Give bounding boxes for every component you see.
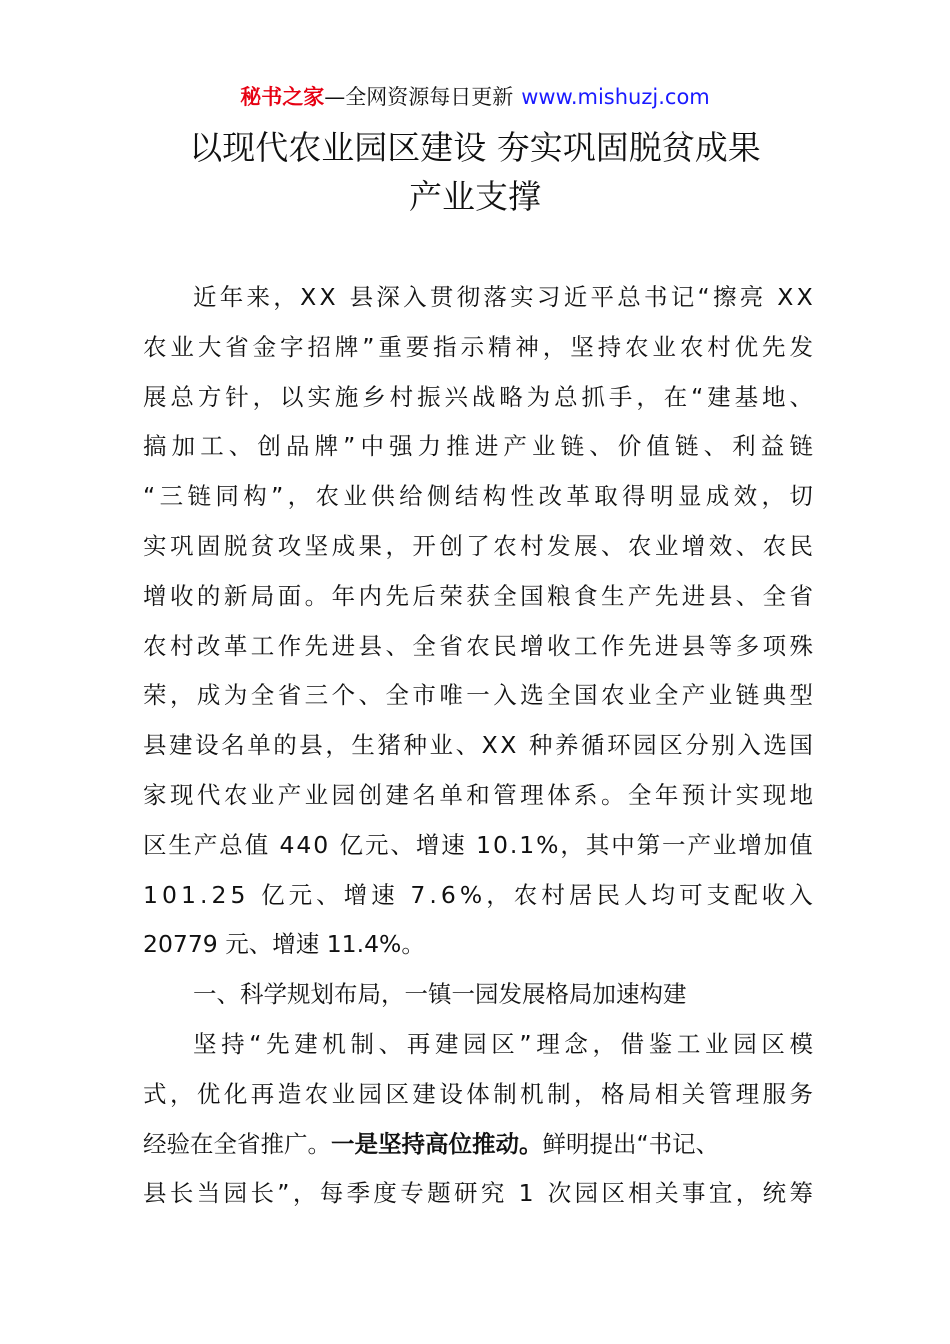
bold-point-1: 一是坚持高位推动。 xyxy=(331,1129,543,1158)
paragraph-2-line-1: 坚 持 “ 先 建 机 制 、 再 建 园 区 ” 理 念 ， 借 鉴 工 业 园 区 模 xyxy=(193,1030,813,1058)
paragraph-1-line-2: 农 业 大 省 金 字 招 牌 ” 重 要 指 示 精 神 ， 坚 持 农 业 农 村 优 先 发 xyxy=(143,332,813,361)
paragraph-1-line-4: 搞 加 工 、 创 品 牌 ” 中 强 力 推 进 产 业 链 、 价 值 链 、 利 益 链 xyxy=(143,432,813,461)
paragraph-1-line-8: 农 村 改 革 工 作 先 进 县 、 全 省 农 民 增 收 工 作 先 进 县 等 多 项 殊 xyxy=(143,631,813,660)
site-header xyxy=(0,82,950,112)
paragraph-1-line-12: 区 生 产 总 值 4 4 0 亿 元 、 增 速 1 0 . 1 % ， 其 中 第 一 产 业 增 加 值 xyxy=(143,830,813,859)
paragraph-1-line-9: 荣 ， 成 为 全 省 三 个 、 全 市 唯 一 入 选 全 国 农 业 全 产 业 链 典 型 xyxy=(143,681,813,710)
paragraph-1-line-1: 近 年 来 ， X X 县 深 入 贯 彻 落 实 习 近 平 总 书 记 “ 擦 亮 X X xyxy=(193,283,813,311)
paragraph-2-line-3 xyxy=(143,1124,813,1164)
paragraph-1-line-6: 实 巩 固 脱 贫 攻 坚 成 果 ， 开 创 了 农 村 发 展 、 农 业 增 效 、 农 民 xyxy=(143,532,813,560)
paragraph-1-line-11: 家 现 代 农 业 产 业 园 创 建 名 单 和 管 理 体 系 。 全 年 预 计 实 现 地 xyxy=(143,781,813,809)
document-title-line-2: 产业支撑 xyxy=(409,177,541,216)
paragraph-1-line-14: 20779 元、增速 11.4%。 xyxy=(143,930,425,959)
paragraph-2-line-3-text-a: 经验在全省推广。 xyxy=(143,1129,331,1158)
paragraph-2-line-2: 式 ， 优 化 再 造 农 业 园 区 建 设 体 制 机 制 ， 格 局 相 关 管 理 服 务 xyxy=(143,1079,813,1108)
paragraph-1-line-3: 展 总 方 针 ， 以 实 施 乡 村 振 兴 战 略 为 总 抓 手 ， 在 “ 建 基 地 、 xyxy=(143,382,813,411)
site-brand: 秘书之家 xyxy=(240,85,325,109)
paragraph-1-line-13: 1 0 1 . 2 5 亿 元 、 增 速 7 . 6 % ， 农 村 居 民 人 均 可 支 配 收 入 xyxy=(143,880,813,909)
section-heading-1: 一、科学规划布局，一镇一园发展格局加速构建 xyxy=(193,980,687,1009)
site-tagline: —全网资源每日更新 xyxy=(324,85,514,109)
document-title-line-1: 以现代农业园区建设 夯实巩固脱贫成果 xyxy=(189,128,761,167)
paragraph-2-line-4: 县 长 当 园 长 ” ， 每 季 度 专 题 研 究 1 次 园 区 相 关 事 宜 ， 统 筹 xyxy=(143,1179,813,1208)
site-url-link[interactable]: www.mishuzj.com xyxy=(521,85,710,109)
paragraph-2-line-3-text-c: 鲜明提出“书记、 xyxy=(542,1129,720,1158)
paragraph-1-line-10: 县 建 设 名 单 的 县 ， 生 猪 种 业 、 X X 种 养 循 环 园 区 分 别 入 选 国 xyxy=(143,731,813,760)
paragraph-1-line-7: 增 收 的 新 局 面 。 年 内 先 后 荣 获 全 国 粮 食 生 产 先 进 县 、 全 省 xyxy=(143,581,813,610)
paragraph-1-line-5: “ 三 链 同 构 ” ， 农 业 供 给 侧 结 构 性 改 革 取 得 明 显 成 效 ， 切 xyxy=(143,482,813,511)
